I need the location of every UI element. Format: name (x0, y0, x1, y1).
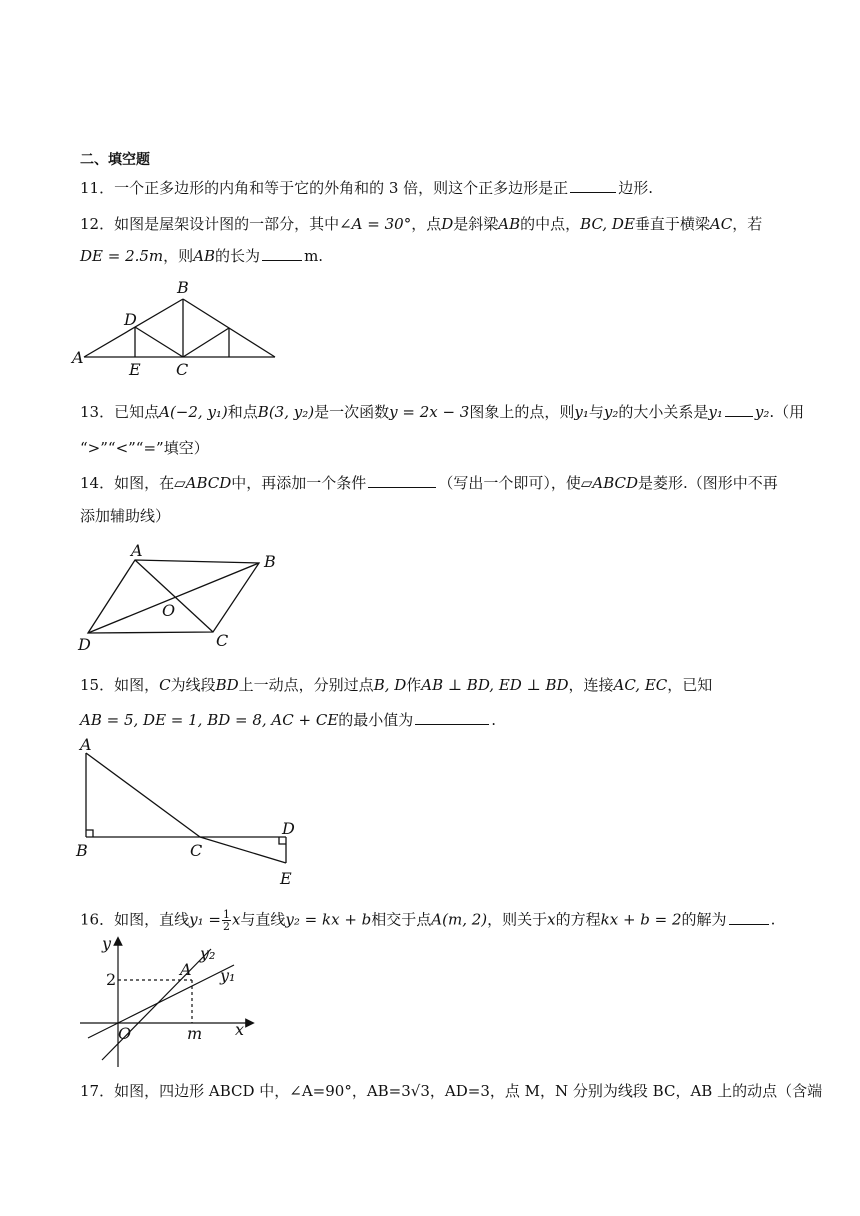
question-text: 相交于点 (371, 910, 432, 929)
question-text: ，若 (732, 215, 763, 233)
question-text: ，点 (411, 215, 442, 233)
fraction-numerator: 1 (222, 908, 230, 921)
label-A: A (131, 541, 143, 560)
question-text: 如图，四边形 ABCD 中，∠A=90°，AB=3 (114, 1082, 411, 1100)
math: A(m, 2) (431, 910, 488, 929)
math: D (441, 215, 454, 233)
question-17-line-1 (80, 1081, 822, 1101)
math: kx + b = 2 (600, 910, 682, 929)
question-14-line-1 (80, 473, 778, 493)
question-16-line-1 (80, 909, 775, 932)
question-text: 的最小值为 (338, 711, 414, 729)
question-text: . (491, 711, 497, 729)
label-y2: y₂ (200, 944, 216, 963)
math: AB (498, 215, 521, 233)
question-13-line-1 (80, 402, 804, 422)
label-C: C (216, 631, 229, 650)
math: AB (193, 247, 216, 265)
math: y₂ (603, 403, 619, 421)
parallelogram-figure (74, 540, 294, 655)
question-text: . (770, 910, 776, 929)
math: BD (215, 676, 239, 694)
label-x: x (235, 1020, 245, 1039)
question-text: 是一次函数 (314, 403, 390, 421)
math: √3 (410, 1082, 430, 1100)
label-A: A (72, 348, 84, 367)
question-number: 15． (80, 676, 115, 694)
math: AC (709, 215, 733, 233)
math: ▱ABCD (580, 474, 639, 492)
math: y₁ = (189, 910, 221, 929)
math: AB = 5, DE = 1, BD = 8, AC + CE (80, 711, 339, 729)
question-number: 16． (80, 910, 115, 929)
question-text: 图象上的点，则 (469, 403, 575, 421)
question-text: 上一动点，分别过点 (238, 676, 374, 694)
question-text: 中，再添加一个条件 (231, 474, 367, 492)
roof-truss-figure (70, 275, 290, 380)
answer-blank[interactable] (262, 246, 302, 261)
question-number: 17． (80, 1082, 115, 1100)
label-D: D (78, 635, 91, 654)
label-E: E (280, 869, 292, 888)
question-13-line-2: “>”“<”“=”填空） (80, 439, 209, 457)
label-O: O (118, 1024, 132, 1043)
label-O: O (162, 601, 176, 620)
math: DE = 2.5m (80, 247, 164, 265)
math: y₂ (754, 403, 770, 421)
answer-blank[interactable] (570, 178, 616, 193)
question-text: 如图，直线 (114, 910, 190, 929)
question-number: 13． (80, 403, 115, 421)
question-text: 是斜梁 (453, 215, 499, 233)
math: C (159, 676, 171, 694)
math: x (547, 910, 556, 929)
question-text: 已知点 (114, 403, 160, 421)
label-D: D (282, 819, 295, 838)
question-text: 如图，在 (114, 474, 175, 492)
question-text: 为线段 (170, 676, 216, 694)
label-E: E (129, 360, 141, 379)
math: BC, DE (580, 215, 635, 233)
label-C: C (176, 360, 189, 379)
question-14-line-2: 添加辅助线） (80, 507, 171, 525)
answer-blank[interactable] (729, 910, 769, 925)
question-15-line-1 (80, 675, 712, 695)
math: ▱ABCD (174, 474, 232, 492)
answer-blank[interactable] (415, 710, 489, 725)
question-text: .（用 (769, 403, 805, 421)
label-y1: y₁ (220, 966, 236, 985)
section-title: 二、填空题 (80, 152, 150, 168)
question-number: 14． (80, 474, 115, 492)
math: y₂ = kx + b (285, 910, 372, 929)
question-number: 12． (80, 215, 115, 233)
label-2: 2 (106, 970, 117, 989)
label-y: y (102, 934, 112, 953)
answer-blank[interactable] (368, 473, 436, 488)
question-text: m. (304, 247, 324, 265)
math: B(3, y₂) (257, 403, 315, 421)
question-text: ，连接 (568, 676, 614, 694)
math: y₁ (574, 403, 589, 421)
question-text: 边形. (618, 179, 653, 197)
label-D: D (124, 310, 137, 329)
question-text: （写出一个即可），使 (438, 474, 581, 492)
question-text: 与直线 (240, 910, 286, 929)
question-12-line-1 (80, 214, 762, 234)
question-text: ，则关于 (487, 910, 548, 929)
question-12-line-2 (80, 246, 323, 266)
math: AC, EC (613, 676, 668, 694)
math: A(−2, y₁) (159, 403, 228, 421)
question-text: 的长为 (215, 247, 261, 265)
question-text: 一个正多边形的内角和等于它的外角和的 3 倍，则这个正多边形是正 (114, 179, 569, 197)
fraction-denominator: 2 (222, 920, 230, 933)
label-m: m (187, 1024, 203, 1043)
math: y₁ (708, 403, 723, 421)
question-text: 作 (406, 676, 422, 694)
question-text: 如图是屋架设计图的一部分，其中∠ (114, 215, 352, 233)
question-text: 的解为 (681, 910, 727, 929)
math: y = 2x − 3 (389, 403, 470, 421)
question-text: 的方程 (555, 910, 601, 929)
label-B: B (76, 841, 88, 860)
question-text: 的中点， (520, 215, 581, 233)
question-text: 的大小关系是 (618, 403, 709, 421)
math: x (231, 910, 241, 929)
question-number: 11． (80, 179, 115, 197)
question-text: ，已知 (667, 676, 713, 694)
math: AB ⊥ BD, ED ⊥ BD (421, 676, 569, 694)
label-C: C (190, 841, 203, 860)
question-text: ，AD=3，点 M，N 分别为线段 BC，AB 上的动点（含端 (429, 1082, 823, 1100)
answer-blank[interactable] (725, 402, 753, 417)
question-15-line-2 (80, 710, 496, 730)
label-A: A (180, 960, 192, 979)
linear-functions-figure (74, 935, 264, 1075)
question-text: 是菱形.（图形中不再 (638, 474, 778, 492)
question-11 (80, 178, 653, 198)
question-text: 与 (588, 403, 604, 421)
question-text: 和点 (227, 403, 258, 421)
label-A: A (80, 735, 92, 754)
question-text: 如图， (114, 676, 160, 694)
label-B: B (177, 278, 189, 297)
fraction (222, 909, 231, 932)
math: B, D (373, 676, 407, 694)
label-B: B (264, 552, 276, 571)
question-text: ，则 (163, 247, 194, 265)
question-text: 垂直于横梁 (634, 215, 710, 233)
perpendicular-figure (74, 735, 304, 890)
math: A = 30° (351, 215, 412, 233)
